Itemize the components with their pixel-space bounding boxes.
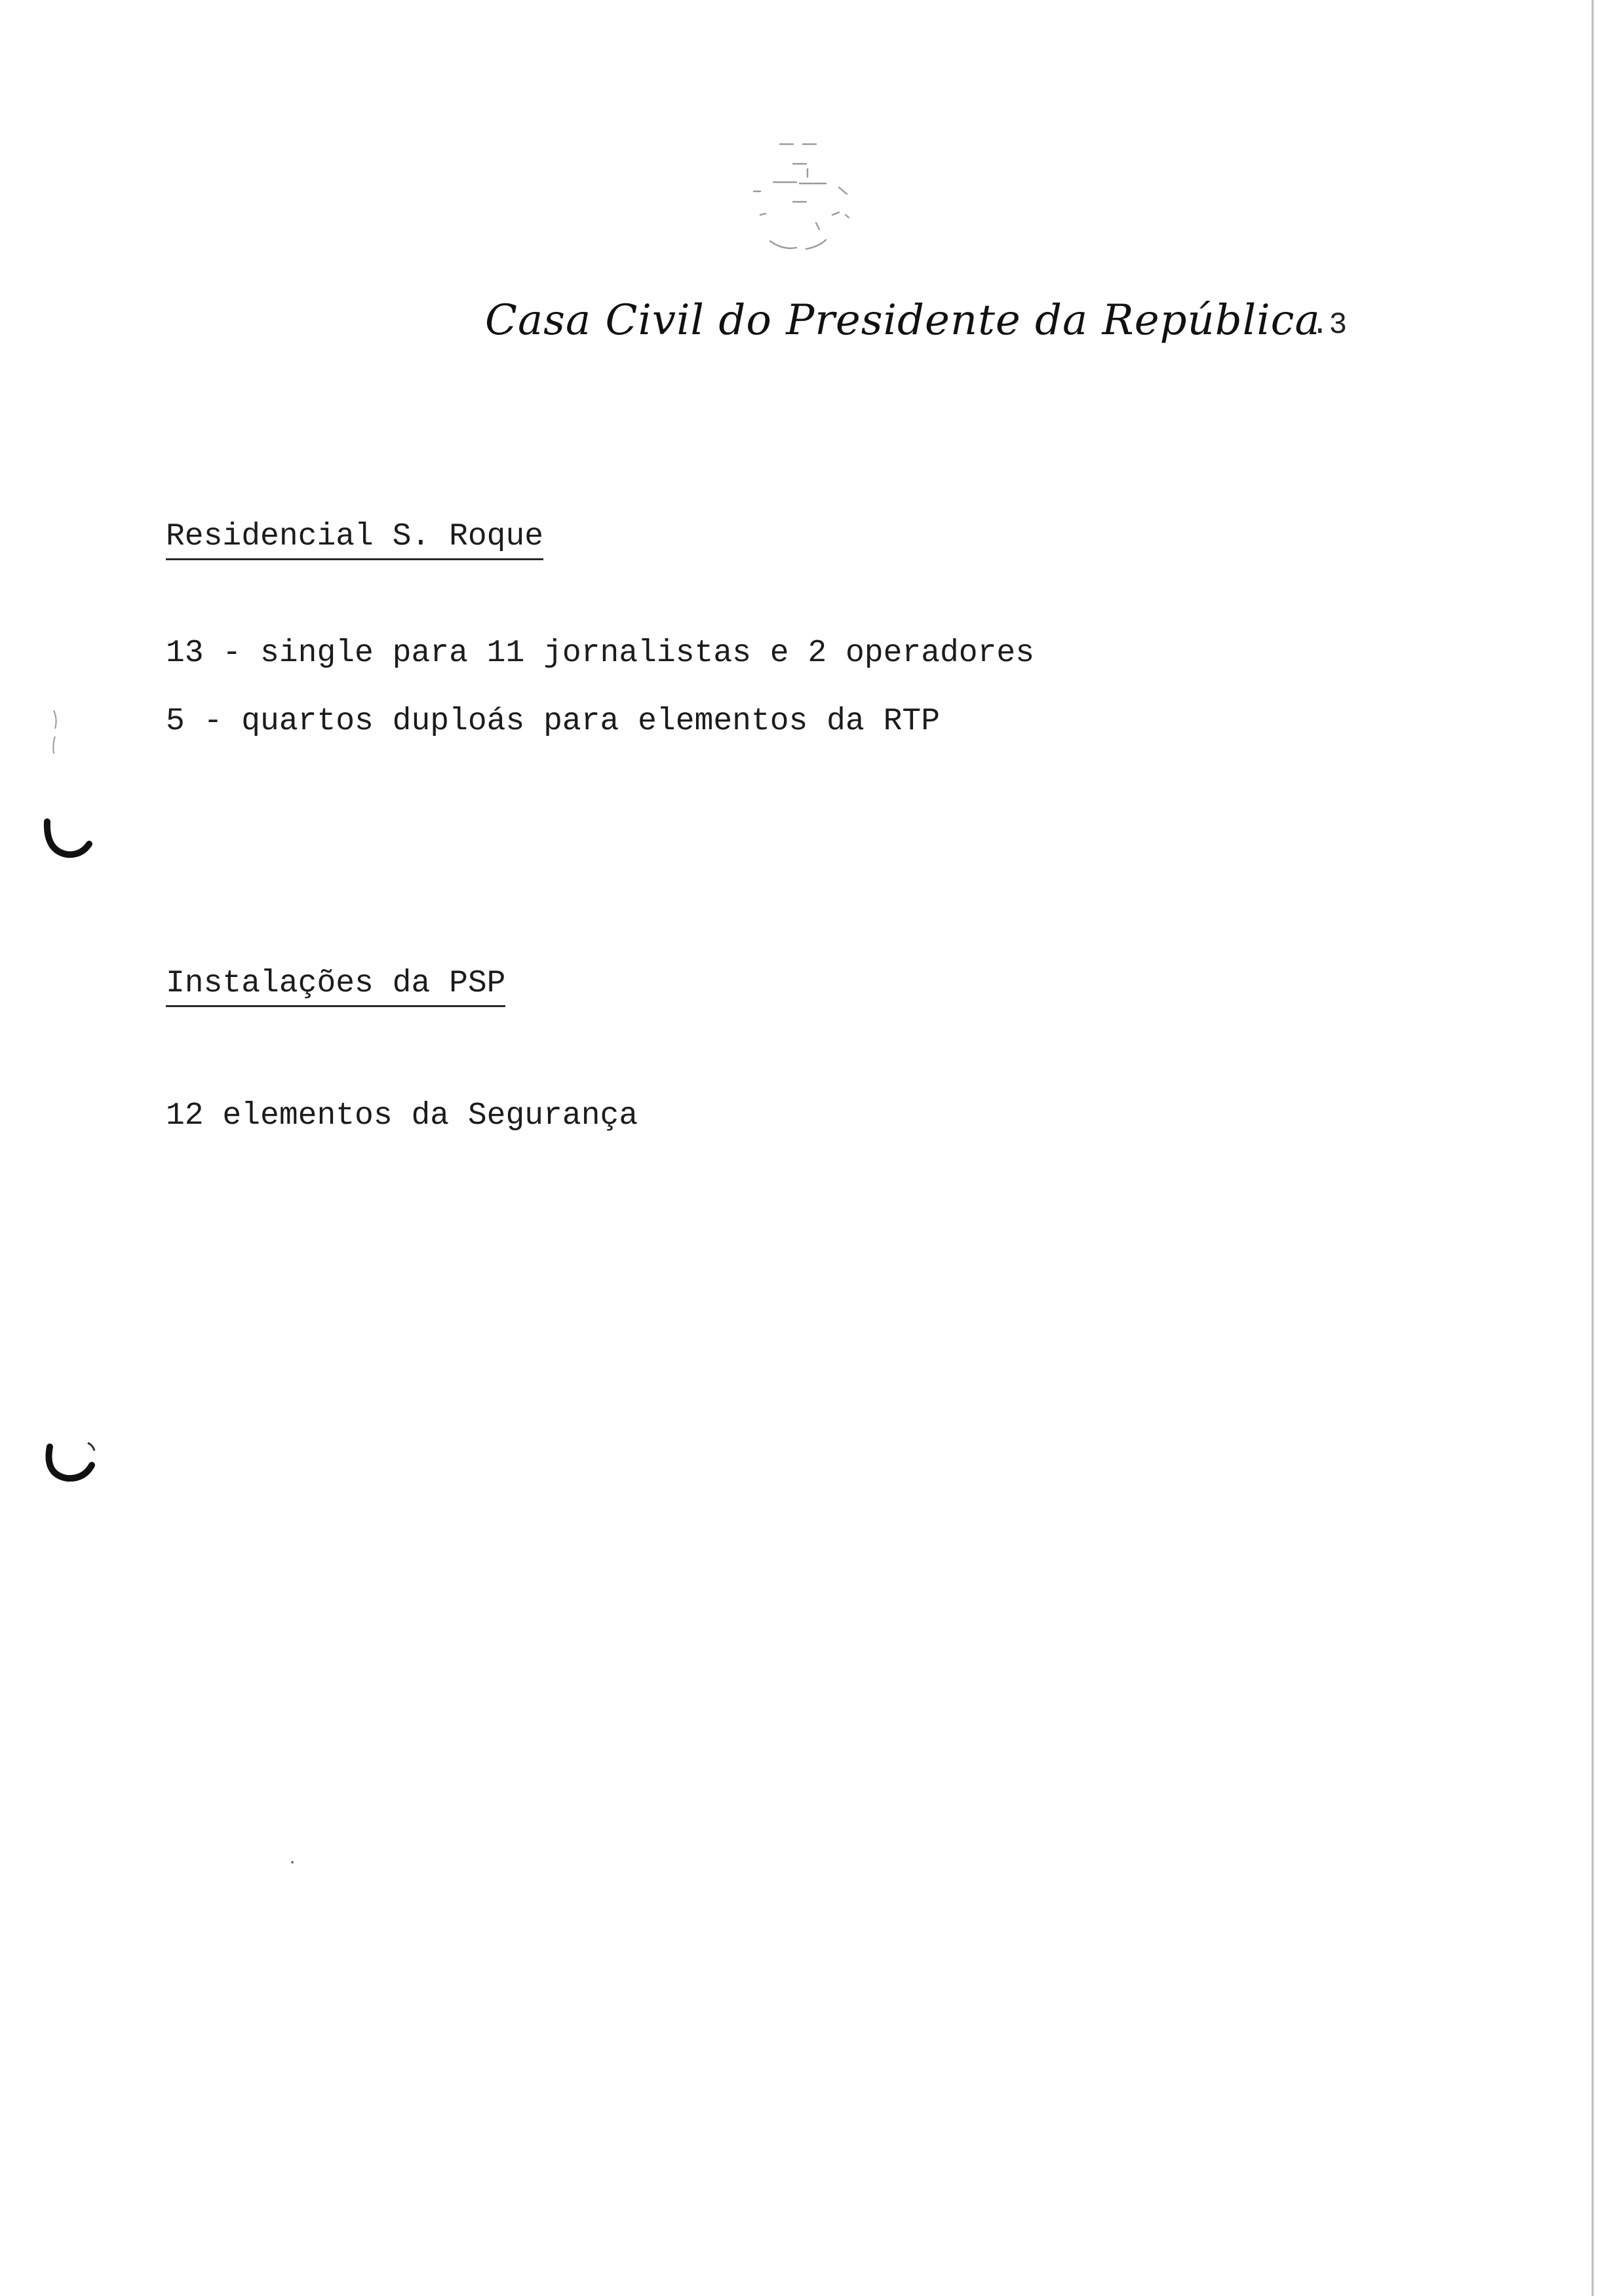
section-line: 5 - quartos duploás para elementos da RTP [166,704,940,739]
section-line: 13 - single para 11 jornalistas e 2 operadores [166,636,1035,671]
binder-hole-icon [41,1428,106,1494]
section-heading-text: Instalações da PSP [166,966,505,1007]
page-number: .3 [1311,308,1348,342]
scan-speck [291,1861,294,1864]
binder-hole-icon [41,810,100,869]
page-edge [1591,0,1594,2296]
margin-mark-icon [46,708,72,760]
section-heading-text: Residencial S. Roque [166,519,543,560]
letterhead-title: Casa Civil do Presidente da República [485,296,1321,345]
section-heading-psp [166,966,505,1007]
section-line: 12 elementos da Segurança [166,1098,638,1134]
coat-of-arms-icon [734,131,865,269]
section-heading-residencial [166,519,543,560]
